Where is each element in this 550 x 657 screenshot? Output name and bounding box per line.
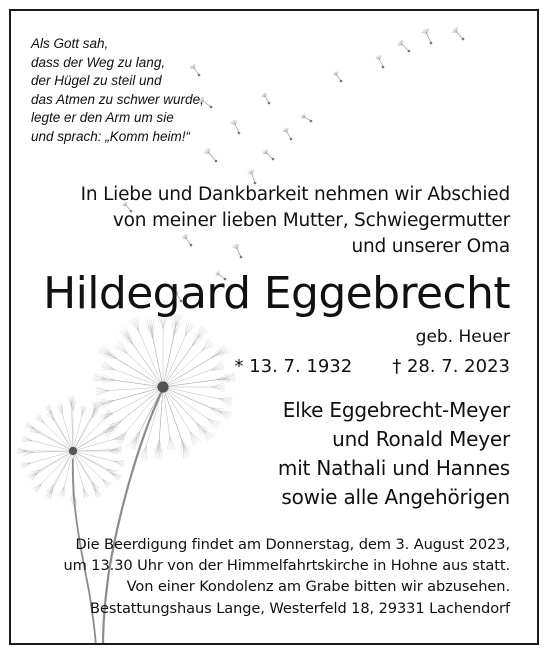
birth-name: geb. Heuer: [415, 327, 510, 347]
dandelion-seed: [397, 40, 410, 52]
intro-line: In Liebe und Dankbarkeit nehmen wir Abschied: [80, 184, 510, 205]
poem-line: legte er den Arm um sie: [31, 110, 174, 125]
notice-line: Die Beerdigung findet am Donnerstag, dem 3. August 2023,: [75, 536, 510, 553]
intro-line: von meiner lieben Mutter, Schwiegermutter: [112, 210, 510, 231]
dandelion-seed: [283, 128, 293, 141]
dandelion-seed: [204, 148, 217, 162]
life-dates: [234, 355, 510, 379]
farewell-intro: [81, 182, 510, 260]
obituary-card: [9, 9, 539, 645]
dandelion-seed: [422, 28, 433, 44]
poem-line: Als Gott sah,: [31, 36, 109, 51]
poem: [31, 35, 204, 146]
mourner-line: Elke Eggebrecht-Meyer: [282, 398, 510, 422]
funeral-home: Bestattungshaus Lange, Westerfeld 18, 29331 Lachendorf: [90, 600, 510, 617]
dandelion-seed: [333, 71, 342, 82]
mourner-line: sowie alle Angehörigen: [281, 485, 510, 509]
dandelion-seed: [452, 27, 464, 40]
dandelion-seed: [301, 114, 312, 123]
poem-line: und sprach: „Komm heim!“: [31, 128, 191, 144]
dandelion-seed: [231, 120, 241, 134]
mourner-line: und Ronald Meyer: [332, 427, 510, 451]
poem-line: das Atmen zu schwer wurde,: [31, 91, 204, 107]
dandelion-head: [17, 396, 125, 506]
poem-line: der Hügel zu steil und: [31, 73, 162, 88]
funeral-notice: [64, 534, 511, 597]
mourners: [278, 396, 510, 512]
death-date: † 28. 7. 2023: [392, 356, 510, 377]
poem-line: dass der Weg zu lang,: [31, 54, 166, 70]
dandelion-seed: [263, 149, 275, 160]
birth-date: * 13. 7. 1932: [234, 356, 353, 377]
mourner-line: mit Nathali und Hannes: [277, 456, 510, 480]
intro-line: und unserer Oma: [351, 236, 510, 257]
dandelion-seed: [375, 55, 384, 68]
dandelion-head: [92, 313, 236, 459]
notice-line: um 13.30 Uhr von der Himmelfahrtskirche in Hohne aus statt.: [63, 557, 510, 574]
notice-line: Von einer Kondolenz am Grabe bitten wir abzusehen.: [126, 578, 510, 595]
deceased-name: Hildegard Eggebrecht: [43, 268, 510, 319]
dandelion-seed: [262, 93, 271, 104]
